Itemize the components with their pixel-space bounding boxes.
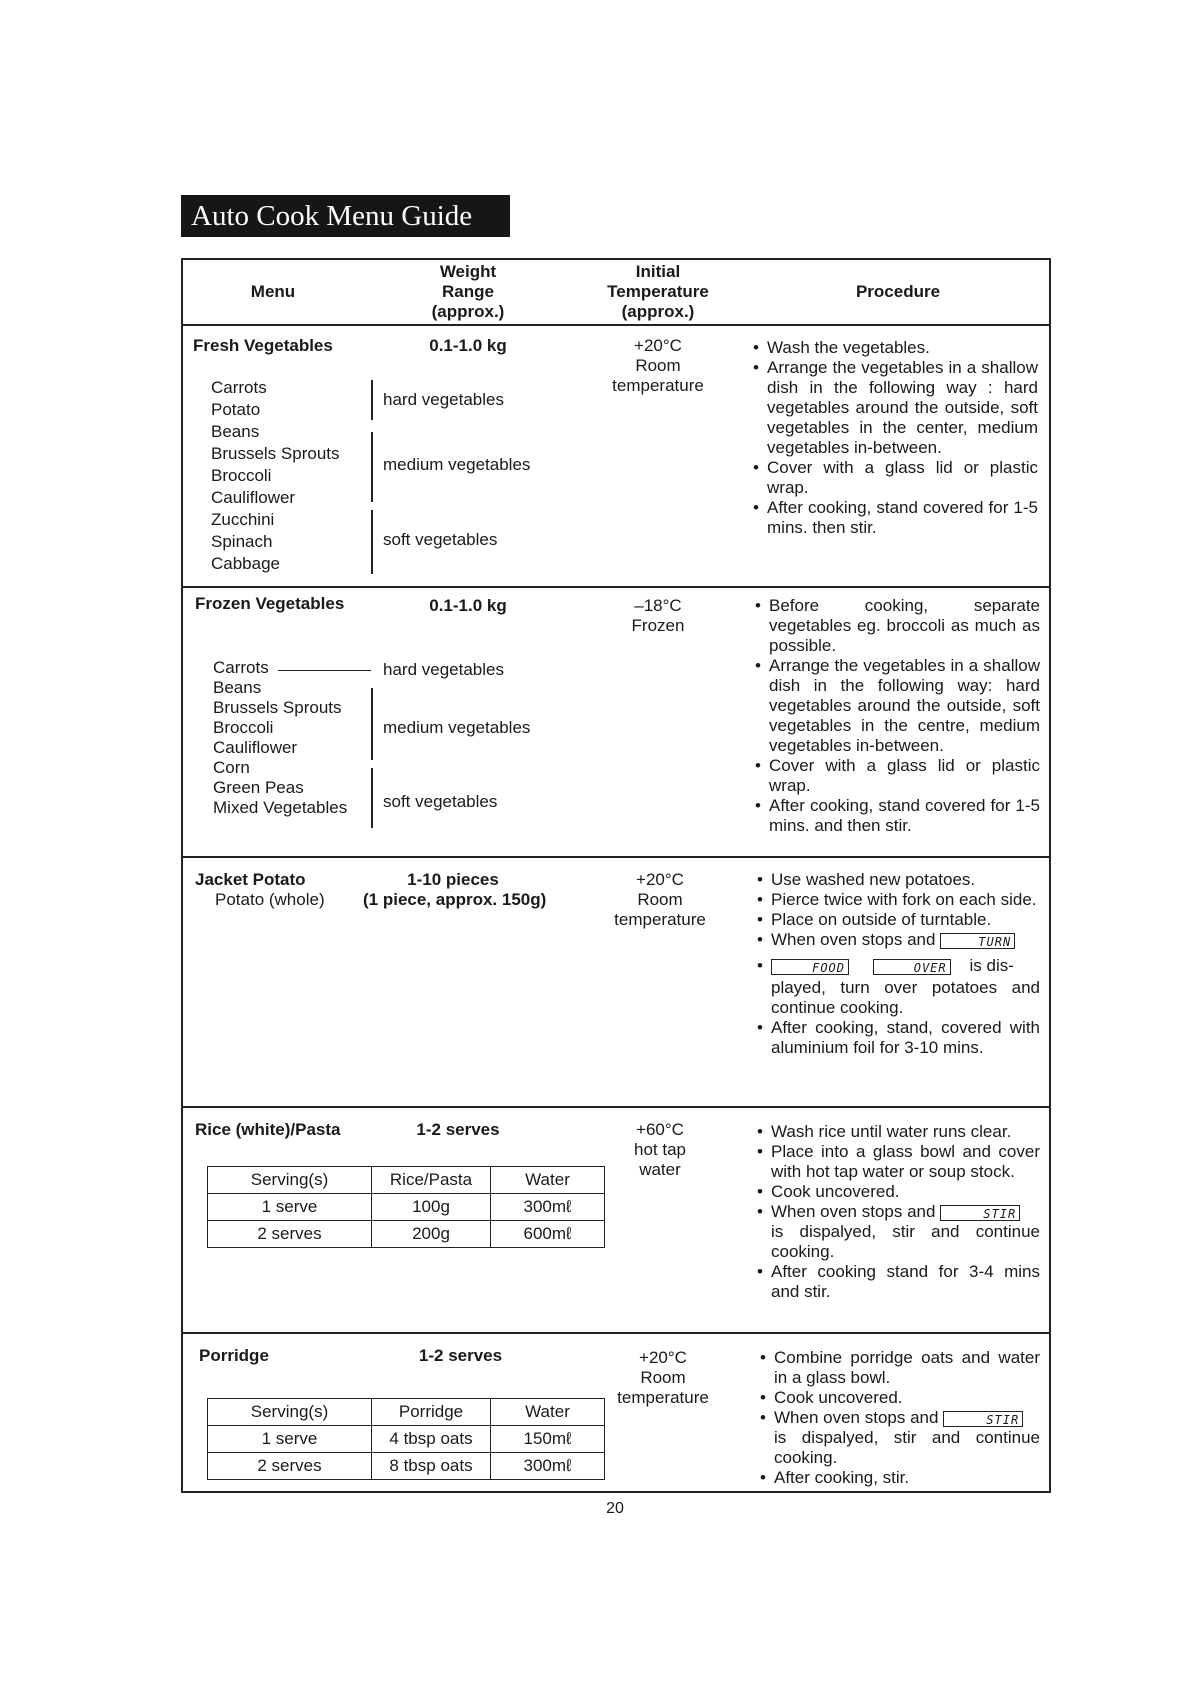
row-divider [183, 586, 1049, 588]
auto-cook-table [181, 258, 1051, 1493]
menu-name: Porridge [199, 1346, 269, 1365]
display-turn: TURN [940, 933, 1015, 949]
group-medium: medium vegetables [383, 718, 531, 737]
header-temperature: Initial Temperature (approx.) [607, 262, 709, 321]
header-menu: Menu [250, 282, 296, 301]
group-hard: hard vegetables [383, 390, 504, 409]
bracket-hard [371, 380, 373, 420]
procedure-list: • Wash the vegetables. • Arrange the vegetables in a shallow dish in the following way : hard vegetables around the outside, soft vegetables in the center, medium vegetables in-between. • Cover with a glass lid or plastic wrap. • After cooking, stand covered for 1-5 mins. then stir. [753, 338, 1038, 538]
table-row: 2 serves 200g 600mℓ [208, 1221, 605, 1248]
connector-hard [278, 670, 371, 671]
header-procedure: Procedure [855, 282, 941, 301]
display-over: OVER [873, 959, 951, 975]
table-row: 1 serve 4 tbsp oats 150mℓ [208, 1426, 605, 1453]
group-hard: hard vegetables [383, 660, 504, 679]
group-soft: soft vegetables [383, 792, 498, 811]
row-divider [183, 324, 1049, 326]
header-weight: Weight Range (approx.) [431, 262, 505, 321]
initial-temperature: –18°C Frozen [631, 596, 685, 635]
procedure-list: • Before cooking, separate vegetables eg. broccoli as much as possible. • Arrange the vegetables in a shallow dish in the following way: hard vegetables around the outside, soft vegetables in the centre, medium vegetables in-between. • Cover with a glass lid or plastic wrap. • After cooking, stand covered for 1-5 mins. and then stir. [755, 596, 1040, 836]
procedure-list: • Use washed new potatoes. • Pierce twice with fork on each side. • Place on outside of turntable. • When oven stops and TURN • FOOD OVER is dis- played, turn over potatoes and continue cooking. • After cooking, stand, covered with aluminium foil for 3-10 mins. [757, 870, 1040, 1058]
procedure-list: • Combine porridge oats and water in a glass bowl. • Cook uncovered. • When oven stops and STIR is dispalyed, stir and continue cooking. • After cooking, stir. [760, 1348, 1040, 1488]
menu-name: Frozen Vegetables [195, 594, 345, 613]
weight-range: 1-10 pieces [407, 870, 499, 889]
display-stir: STIR [943, 1411, 1023, 1427]
menu-name: Fresh Vegetables [193, 336, 333, 355]
vegetable-list: Carrots Beans Brussels Sprouts Broccoli Cauliflower Corn Green Peas Mixed Vegetables [213, 658, 348, 817]
row-divider [183, 1106, 1049, 1108]
weight-range: 1-2 serves [416, 1120, 500, 1139]
serving-table [207, 1398, 605, 1480]
table-row: 1 serve 100g 300mℓ [208, 1194, 605, 1221]
row-divider [183, 1332, 1049, 1334]
group-soft: soft vegetables [383, 530, 498, 549]
initial-temperature: +60°C hot tap water [634, 1120, 686, 1179]
vegetable-list: Carrots Potato Beans Brussels Sprouts Broccoli Cauliflower Zucchini Spinach Cabbage [211, 378, 340, 573]
serving-table [207, 1166, 605, 1248]
weight-range: 0.1-1.0 kg [429, 336, 507, 355]
page-title: Auto Cook Menu Guide [181, 195, 510, 237]
weight-range: 1-2 serves [418, 1346, 503, 1365]
group-medium: medium vegetables [383, 455, 531, 474]
bracket-medium [371, 688, 373, 760]
weight-range-note: (1 piece, approx. 150g) [363, 890, 547, 909]
bracket-medium [371, 432, 373, 502]
display-food: FOOD [771, 959, 849, 975]
display-stir: STIR [940, 1205, 1020, 1221]
menu-name: Jacket Potato [195, 870, 306, 889]
weight-range: 0.1-1.0 kg [429, 596, 507, 615]
row-divider [183, 856, 1049, 858]
bracket-soft [371, 510, 373, 574]
page-number: 20 [606, 1500, 624, 1517]
table-header-row: Serving(s) Porridge Water [208, 1399, 605, 1426]
menu-subname: Potato (whole) [215, 890, 325, 909]
initial-temperature: +20°C Room temperature [617, 1348, 709, 1407]
initial-temperature: +20°C Room temperature [614, 870, 706, 929]
procedure-list: • Wash rice until water runs clear. • Place into a glass bowl and cover with hot tap water or soup stock. • Cook uncovered. • When oven stops and STIR is dispalyed, stir and continue cooking. • After cooking stand for 3-4 mins and stir. [757, 1122, 1040, 1302]
bracket-soft [371, 768, 373, 828]
menu-name: Rice (white)/Pasta [195, 1120, 341, 1139]
initial-temperature: +20°C Room temperature [612, 336, 704, 395]
table-header-row: Serving(s) Rice/Pasta Water [208, 1167, 605, 1194]
table-row: 2 serves 8 tbsp oats 300mℓ [208, 1453, 605, 1480]
